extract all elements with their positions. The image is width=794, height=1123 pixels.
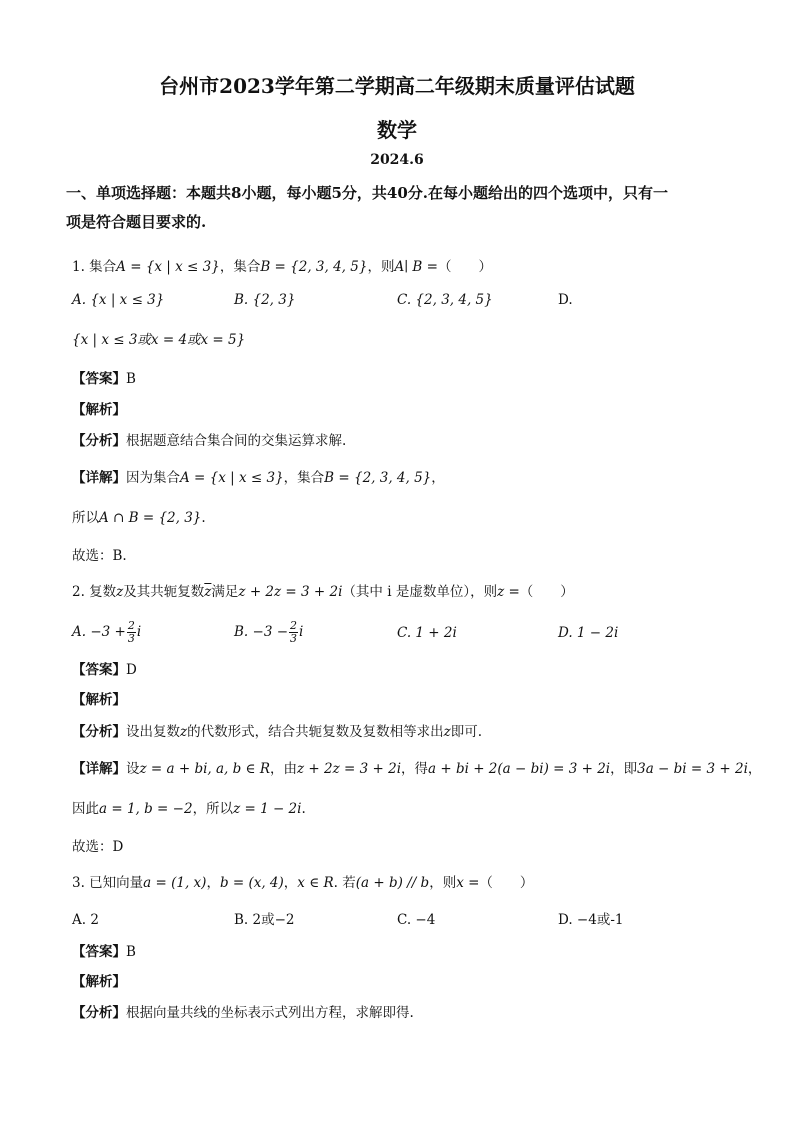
fenxi-text: 根据向量共线的坐标表示式列出方程，求解即得.	[126, 1005, 414, 1021]
q1-answer	[72, 369, 136, 389]
fenxi-text: 设出复数	[126, 724, 180, 740]
q2-option-d: D. 1 − 2i	[558, 625, 619, 641]
q3-x-eq: x =	[456, 875, 480, 891]
q1-option-a: A. {x | x ≤ 3}	[72, 292, 165, 308]
q3-stem-text: . 若	[333, 875, 356, 891]
xiangjie-text: ，得	[401, 761, 429, 777]
q2-option-a	[72, 620, 141, 645]
q1-expression: A∣ B =	[394, 259, 438, 275]
q2-option-b	[234, 620, 303, 645]
xiangjie-set-b: B = {2, 3, 4, 5}	[324, 470, 432, 486]
fenxi-z: z	[180, 724, 188, 740]
fraction-denominator: 3	[127, 632, 135, 645]
fraction	[289, 620, 298, 645]
q1-option-d: D.	[558, 292, 573, 308]
q3-stem-text: ，则	[429, 875, 457, 891]
xiangjie-text: 设	[126, 761, 140, 777]
xiangjie-expression: z = a + bi, a, b ∈ R	[139, 761, 271, 777]
q2-stem	[72, 582, 574, 602]
xiangjie-text: ，	[431, 470, 445, 486]
fraction-denominator: 3	[290, 632, 298, 645]
answer-label: 【答案】	[72, 662, 126, 678]
fenxi-text: 即可.	[450, 724, 483, 740]
q1-option-d-content: {x | x ≤ 3或x = 4或x = 5}	[72, 332, 246, 348]
q2-option-c: C. 1 + 2i	[397, 625, 457, 641]
answer-value: B	[126, 371, 136, 387]
xiangjie-expression: 3a − bi = 3 + 2i	[637, 761, 748, 777]
q1-stem-text: ，则	[367, 259, 395, 275]
q1-stem	[72, 257, 492, 277]
q1-stem-text: 1. 集合	[72, 259, 117, 275]
q3-stem-text: ，	[283, 875, 298, 891]
q2-equation: z + 2z = 3 + 2i	[238, 584, 343, 600]
fraction-numerator: 2	[290, 619, 298, 632]
q1-stem-text: ，集合	[219, 259, 261, 275]
q2-stem-text: 2. 复数	[72, 584, 117, 600]
xiangjie-text: ，由	[270, 761, 298, 777]
q3-stem-text: 3. 已知向量	[72, 875, 144, 891]
q2-z: z	[116, 584, 124, 600]
q1-jiexi: 【解析】	[72, 402, 126, 418]
option-text: i	[299, 624, 304, 640]
answer-value: B	[126, 944, 136, 960]
q3-stem-text: ，	[206, 875, 220, 891]
q3-option-b: B. 2或−2	[234, 912, 295, 928]
conclusion-text: .	[201, 510, 206, 526]
q3-vector-a: a = (1, x)	[143, 875, 207, 891]
q3-option-c: C. −4	[397, 912, 436, 928]
q1-stem-text: （ ）	[437, 259, 492, 275]
option-text: A. −3 +	[72, 624, 126, 640]
conclusion-text: .	[301, 801, 306, 817]
q3-fenxi	[72, 1003, 414, 1023]
answer-label: 【答案】	[72, 944, 126, 960]
q2-stem-text: （ ）	[519, 584, 574, 600]
xiangjie-expression: a + bi + 2(a − bi) = 3 + 2i	[428, 761, 611, 777]
conclusion-expression: a = 1, b = −2	[99, 801, 193, 817]
q2-stem-text: 及其共轭复数	[123, 584, 205, 600]
option-text: B. −3 −	[234, 624, 289, 640]
q3-jiexi: 【解析】	[72, 974, 126, 990]
xiangjie-text: ，	[747, 761, 762, 777]
q3-stem	[72, 873, 533, 893]
section-heading-line2: 项是符合题目要求的.	[66, 213, 207, 231]
conclusion-text: 因此	[72, 801, 99, 817]
subject-title: 数学	[377, 118, 417, 142]
q1-option-c: C. {2, 3, 4, 5}	[397, 292, 493, 308]
fenxi-z: z	[443, 724, 451, 740]
q2-conclusion	[72, 799, 306, 819]
answer-label: 【答案】	[72, 371, 126, 387]
conclusion-text: 所以	[72, 510, 99, 526]
q2-answer	[72, 660, 137, 680]
q2-fenxi	[72, 722, 482, 742]
xiangjie-text: ，即	[610, 761, 638, 777]
q1-set-b: B = {2, 3, 4, 5}	[260, 259, 368, 275]
xiangjie-label: 【详解】	[72, 761, 126, 777]
q1-fenxi	[72, 431, 346, 451]
xiangjie-expression: z + 2z = 3 + 2i	[297, 761, 402, 777]
q2-jiexi: 【解析】	[72, 692, 126, 708]
exam-date: 2024.6	[370, 152, 424, 168]
xiangjie-text: 因为集合	[126, 470, 180, 486]
q2-xiangjie	[72, 759, 761, 779]
conclusion-text: ，所以	[192, 801, 234, 817]
q2-z-conjugate: $\overline{z}$	[204, 584, 212, 600]
fenxi-text: 根据题意结合集合间的交集运算求解.	[126, 433, 347, 449]
conclusion-expression: z = 1 − 2i	[233, 801, 302, 817]
fraction-numerator: 2	[127, 619, 135, 632]
q3-vector-b: b = (x, 4)	[219, 875, 284, 891]
fenxi-label: 【分析】	[72, 724, 126, 740]
q3-answer	[72, 942, 136, 962]
q3-parallel-condition: (a + b) // b	[355, 875, 430, 891]
xiangjie-label: 【详解】	[72, 470, 126, 486]
answer-value: D	[126, 662, 137, 678]
fenxi-label: 【分析】	[72, 433, 126, 449]
q1-conclusion	[72, 508, 206, 528]
fenxi-label: 【分析】	[72, 1005, 126, 1021]
q2-choice: 故选：D	[72, 839, 124, 855]
fenxi-text: 的代数形式，结合共轭复数及复数相等求出	[187, 724, 444, 740]
q1-choice: 故选：B.	[72, 548, 127, 564]
q2-stem-text: 满足	[211, 584, 239, 600]
q2-stem-text: （其中 i 是虚数单位），则	[342, 584, 498, 600]
q3-condition: x ∈ R	[297, 875, 334, 891]
q1-xiangjie	[72, 468, 445, 488]
q1-option-b: B. {2, 3}	[234, 292, 296, 308]
q1-set-a: A = {x | x ≤ 3}	[116, 259, 220, 275]
option-text: i	[136, 624, 142, 640]
q3-option-d: D. −4或-1	[558, 912, 624, 928]
exam-title: 台州市2023学年第二学期高二年级期末质量评估试题	[159, 74, 635, 98]
fraction	[127, 620, 136, 645]
q2-z-eq: z =	[497, 584, 520, 600]
xiangjie-text: ，集合	[283, 470, 325, 486]
conclusion-expression: A ∩ B = {2, 3}	[99, 510, 202, 526]
section-heading-line1: 一、单项选择题：本题共8小题，每小题5分，共40分.在每小题给出的四个选项中，只有一	[66, 184, 668, 202]
q3-option-a: A. 2	[72, 912, 99, 928]
xiangjie-set-a: A = {x | x ≤ 3}	[180, 470, 284, 486]
q3-stem-text: （ ）	[479, 875, 534, 891]
